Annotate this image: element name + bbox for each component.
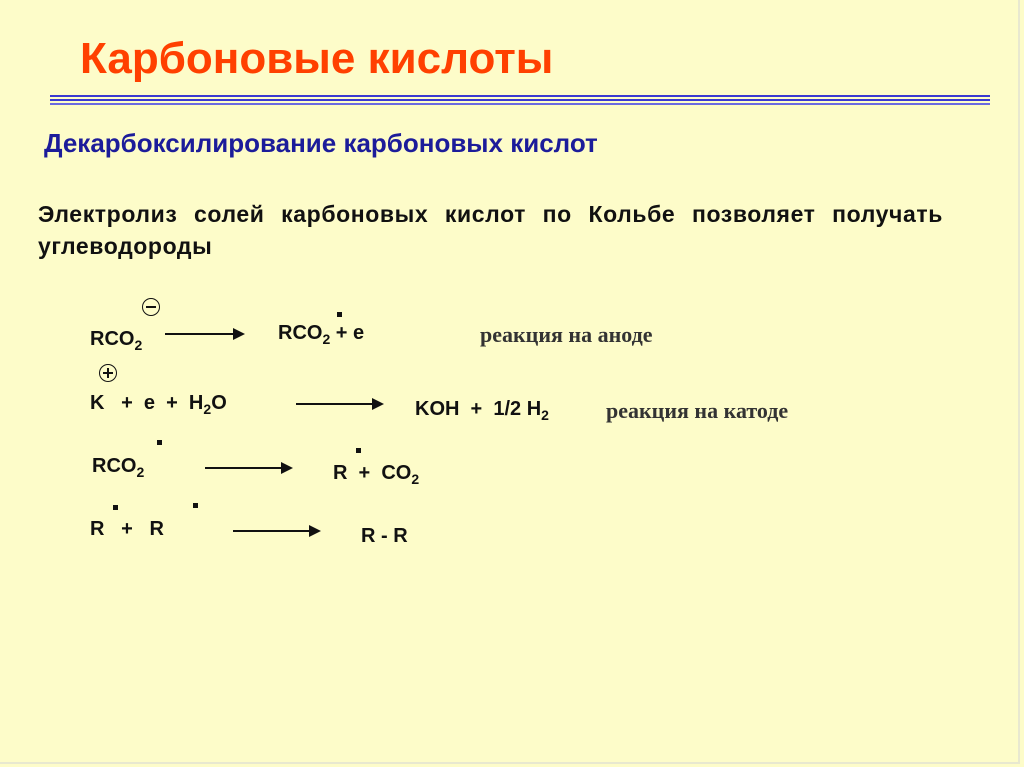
reaction-1-reactant: $RCO_2$: [90, 328, 143, 353]
title-rule-2: [50, 99, 990, 101]
reaction-3-reactant: $RCO_2$: [92, 455, 145, 480]
radical-dot-icon: [337, 312, 342, 317]
reaction-3-product: $R + CO_2$: [333, 462, 420, 487]
intro-text: Электролиз солей карбоновых кислот по Кольбе позволяет получать углеводороды: [38, 201, 943, 259]
reaction-4-arrow: [233, 530, 319, 532]
plus-circle-icon: [99, 364, 117, 382]
reaction-1-note: реакция на аноде: [480, 322, 653, 347]
reaction-1-arrow: [165, 333, 243, 335]
reaction-2-reactant: $K + e + H_2O$: [90, 392, 227, 417]
reaction-2-note: реакция на катоде: [606, 398, 789, 423]
reaction-4-reactant: R + R: [90, 518, 164, 540]
title-rule-3: [50, 103, 990, 105]
slide-subtitle: Декарбоксилирование карбоновых кислот: [44, 128, 598, 158]
slide-title: Карбоновые кислоты: [80, 34, 554, 83]
reaction-4-product: R - R: [361, 525, 408, 547]
minus-circle-icon: [142, 298, 160, 316]
title-rule-1: [50, 95, 990, 97]
reaction-1-product: $RCO_2 + e$: [278, 322, 365, 347]
reaction-2-product: KOH + 1/2 $H_2$: [415, 398, 549, 423]
radical-dot-icon: [157, 440, 162, 445]
radical-dot-icon: [113, 505, 118, 510]
radical-dot-icon: [193, 503, 198, 508]
radical-dot-icon: [356, 448, 361, 453]
reaction-2-arrow: [296, 403, 382, 405]
reaction-3-arrow: [205, 467, 291, 469]
